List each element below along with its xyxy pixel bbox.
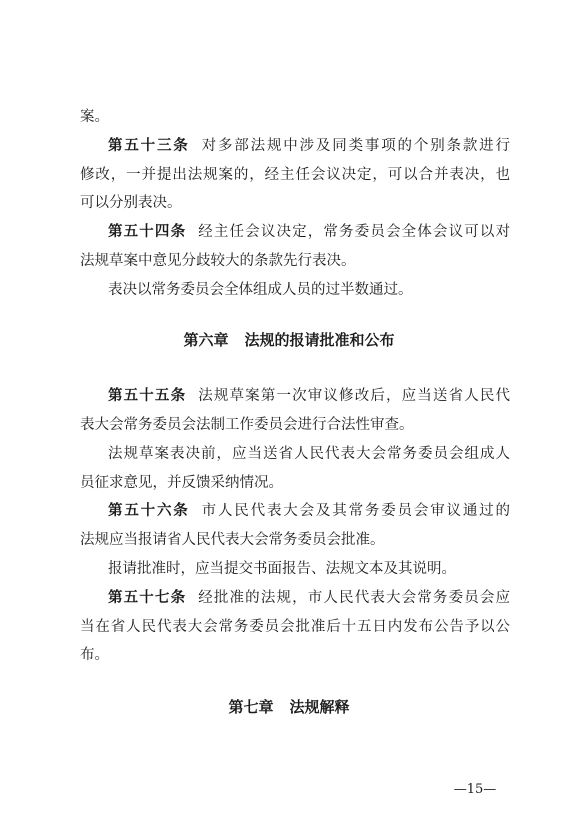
- chapter-seven-number: 第七章: [228, 698, 274, 716]
- article-56-paragraph-2: 报请批准时，应当提交书面报告、法规文本及其说明。: [108, 561, 456, 577]
- article-53-text-1: 对多部法规中涉及同类事项的个别条款进行: [201, 138, 510, 154]
- article-57-line-1: [108, 588, 510, 608]
- chapter-six-number: 第六章: [183, 331, 229, 349]
- chapter-six-heading: [0, 329, 578, 351]
- article-57-line-2: 当在省人民代表大会常务委员会批准后十五日内发布公告予以公: [80, 619, 510, 635]
- article-55-line-2: 表大会常务委员会法制工作委员会进行合法性审查。: [80, 417, 414, 433]
- chapter-seven-heading: [0, 696, 578, 718]
- article-56-line-1: [108, 501, 510, 521]
- article-57-number: 第五十七条: [108, 590, 187, 606]
- article-54-paragraph-2: 表决以常务委员会全体组成人员的过半数通过。: [108, 282, 413, 298]
- article-53-line-3: 可以分别表决。: [80, 195, 182, 211]
- article-55-paragraph-2-line-2: 员征求意见，并反馈采纳情况。: [80, 475, 283, 491]
- page-number: —15—: [453, 782, 497, 797]
- article-53-number: 第五十三条: [108, 138, 190, 154]
- article-56-number: 第五十六条: [108, 503, 190, 519]
- article-53-line-1: [108, 136, 510, 156]
- article-56-text-1: 市人民代表大会及其常务委员会审议通过的: [201, 503, 510, 519]
- article-53-line-2: 修改，一并提出法规案的，经主任会议决定，可以合并表决，也: [80, 167, 510, 183]
- article-54-text-1: 经主任会议决定，常务委员会全体会议可以对: [198, 224, 510, 240]
- article-55-line-1: [108, 386, 510, 406]
- article-54-line-1: [108, 222, 510, 242]
- fragment-line: 案。: [80, 109, 109, 125]
- article-55-text-1: 法规草案第一次审议修改后，应当送省人民代: [198, 388, 510, 404]
- article-57-text-1: 经批准的法规，市人民代表大会常务委员会应: [198, 590, 510, 606]
- article-54-number: 第五十四条: [108, 224, 187, 240]
- chapter-seven-title: 法规解释: [289, 698, 350, 716]
- article-54-line-2: 法规草案中意见分歧较大的条款先行表决。: [80, 253, 356, 269]
- chapter-six-title: 法规的报请批准和公布: [244, 331, 395, 349]
- article-57-line-3: 布。: [80, 647, 109, 663]
- article-55-number: 第五十五条: [108, 388, 187, 404]
- article-55-paragraph-2-line-1: 法规草案表决前，应当送省人民代表大会常务委员会组成人: [108, 446, 510, 462]
- article-56-line-2: 法规应当报请省人民代表大会常务委员会批准。: [80, 532, 385, 548]
